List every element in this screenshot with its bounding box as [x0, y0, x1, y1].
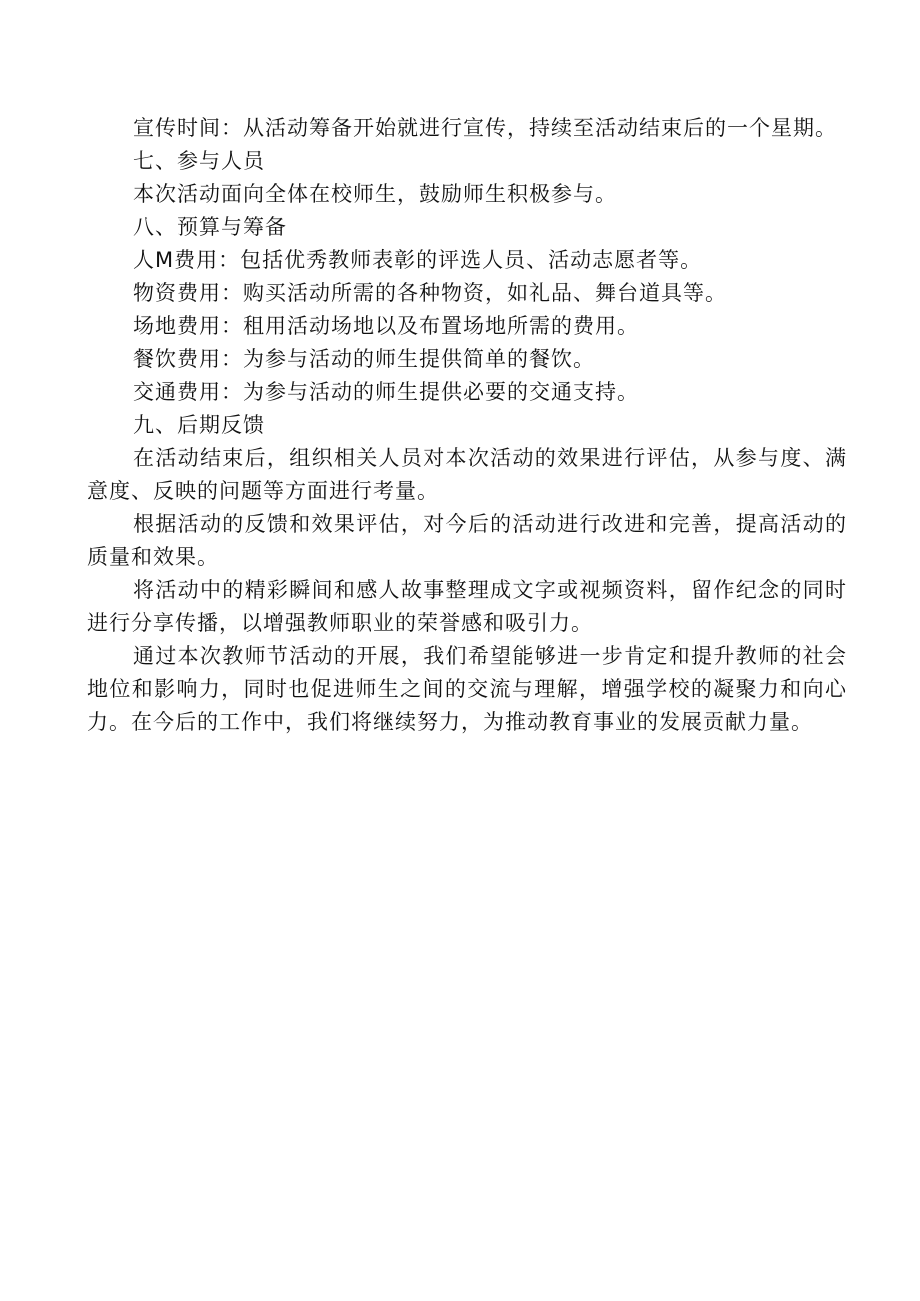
document-body: [87, 112, 847, 739]
paragraph-transport-cost: 交通费用：为参与活动的师生提供必要的交通支持。: [133, 380, 639, 404]
paragraph-evaluation: 在活动结束后，组织相关人员对本次活动的效果进行评估，从参与度、满意度、反映的问题等方面进行考量。: [87, 446, 847, 503]
paragraph-publicity-time: 宣传时间：从活动筹备开始就进行宣传，持续至活动结束后的一个星期。: [133, 116, 837, 140]
paragraph-materials-cost: 物资费用：购买活动所需的各种物资，如礼品、舞台道具等。: [133, 281, 727, 305]
paragraph-conclusion: 通过本次教师节活动的开展，我们希望能够进一步肯定和提升教师的社会地位和影响力，同时也促进师生之间的交流与理解，增强学校的凝聚力和向心力。在今后的工作中，我们将继续努力，为推动教育事业的发展贡献力量。: [87, 644, 847, 734]
paragraph-catering-cost: 餐饮费用：为参与活动的师生提供简单的餐饮。: [133, 347, 595, 371]
paragraph-venue-cost: 场地费用：租用活动场地以及布置场地所需的费用。: [133, 314, 639, 338]
paragraph-improvement: 根据活动的反馈和效果评估，对今后的活动进行改进和完善，提高活动的质量和效果。: [87, 512, 847, 569]
section-heading-participants: 七、参与人员: [133, 149, 265, 173]
section-heading-feedback: 九、后期反馈: [133, 413, 265, 437]
paragraph-archive-sharing: 将活动中的精彩瞬间和感人故事整理成文字或视频资料，留作纪念的同时进行分享传播，以增强教师职业的荣誉感和吸引力。: [87, 578, 847, 635]
paragraph-participants: 本次活动面向全体在校师生，鼓励师生积极参与。: [133, 182, 617, 206]
paragraph-personnel-cost: 人M费用：包括优秀教师表彰的评选人员、活动志愿者等。: [133, 248, 703, 272]
section-heading-budget: 八、预算与筹备: [133, 215, 287, 239]
